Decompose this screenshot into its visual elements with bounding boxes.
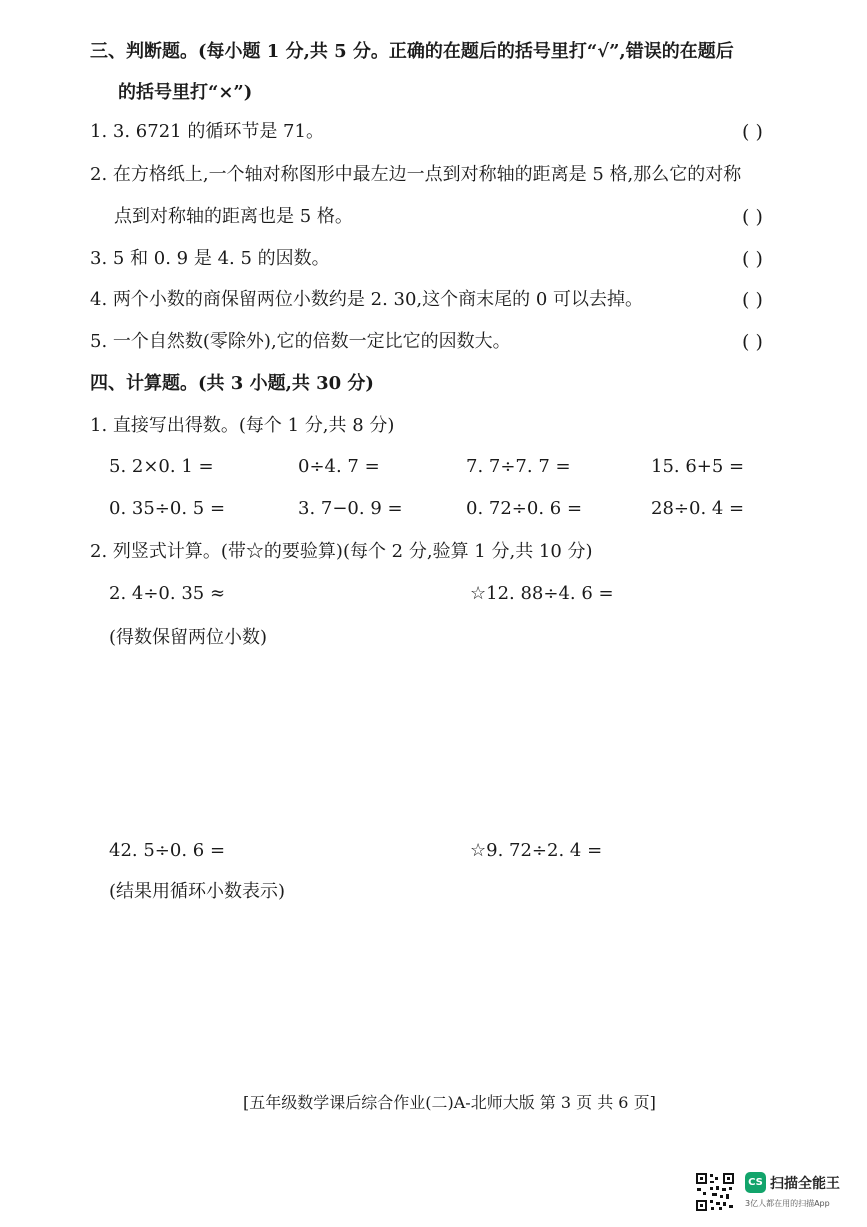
- judge-item-2-line1: 2. 在方格纸上,一个轴对称图形中最左边一点到对称轴的距离是 5 格,那么它的对称: [90, 164, 742, 185]
- brand-tagline: 3亿人都在用的扫描App: [745, 1199, 830, 1208]
- answer-paren-3[interactable]: ( ): [742, 248, 763, 270]
- vertical-calc-d: ☆9. 72÷2. 4 =: [470, 840, 603, 861]
- vertical-calc-b: ☆12. 88÷4. 6 =: [470, 583, 614, 604]
- judge-item-1: 1. 3. 6721 的循环节是 71。: [90, 121, 324, 142]
- vertical-calc-c: 42. 5÷0. 6 =: [109, 840, 226, 861]
- scanner-brand: [745, 1172, 849, 1212]
- calc-r1-c1: 5. 2×0. 1 =: [109, 456, 214, 477]
- q2-note-rounding: (得数保留两位小数): [109, 627, 268, 648]
- answer-paren-2[interactable]: ( ): [742, 206, 763, 228]
- calc-r2-c3: 0. 72÷0. 6 =: [466, 498, 583, 519]
- qr-code-icon: [695, 1172, 735, 1212]
- q1-title: 1. 直接写出得数。(每个 1 分,共 8 分): [90, 415, 395, 436]
- calc-r1-c4: 15. 6+5 =: [651, 456, 745, 477]
- calc-r1-c3: 7. 7÷7. 7 =: [466, 456, 571, 477]
- section3-heading-line1: 三、判断题。(每小题 1 分,共 5 分。正确的在题后的括号里打“√”,错误的在题后: [90, 41, 734, 62]
- judge-item-2-line2: 点到对称轴的距离也是 5 格。: [114, 206, 353, 227]
- vertical-calc-a: 2. 4÷0. 35 ≈: [109, 583, 226, 604]
- cs-logo-icon: CS: [745, 1172, 766, 1193]
- judge-item-4: 4. 两个小数的商保留两位小数约是 2. 30,这个商末尾的 0 可以去掉。: [90, 289, 644, 310]
- calc-r2-c2: 3. 7−0. 9 =: [298, 498, 403, 519]
- calc-r2-c4: 28÷0. 4 =: [651, 498, 745, 519]
- judge-item-3: 3. 5 和 0. 9 是 4. 5 的因数。: [90, 248, 330, 269]
- answer-paren-4[interactable]: ( ): [742, 289, 763, 311]
- answer-paren-5[interactable]: ( ): [742, 331, 763, 353]
- calc-r1-c2: 0÷4. 7 =: [298, 456, 380, 477]
- q2-note-repeating: (结果用循环小数表示): [109, 881, 286, 902]
- section3-heading-line2: 的括号里打“×”): [118, 82, 253, 103]
- calc-r2-c1: 0. 35÷0. 5 =: [109, 498, 226, 519]
- section4-heading: 四、计算题。(共 3 小题,共 30 分): [90, 373, 374, 394]
- page-footer: [五年级数学课后综合作业(二)A-北师大版 第 3 页 共 6 页]: [243, 1093, 656, 1112]
- judge-item-5: 5. 一个自然数(零除外),它的倍数一定比它的因数大。: [90, 331, 511, 352]
- answer-paren-1[interactable]: ( ): [742, 121, 763, 143]
- brand-name: 扫描全能王: [770, 1176, 840, 1192]
- q2-title: 2. 列竖式计算。(带☆的要验算)(每个 2 分,验算 1 分,共 10 分): [90, 541, 593, 562]
